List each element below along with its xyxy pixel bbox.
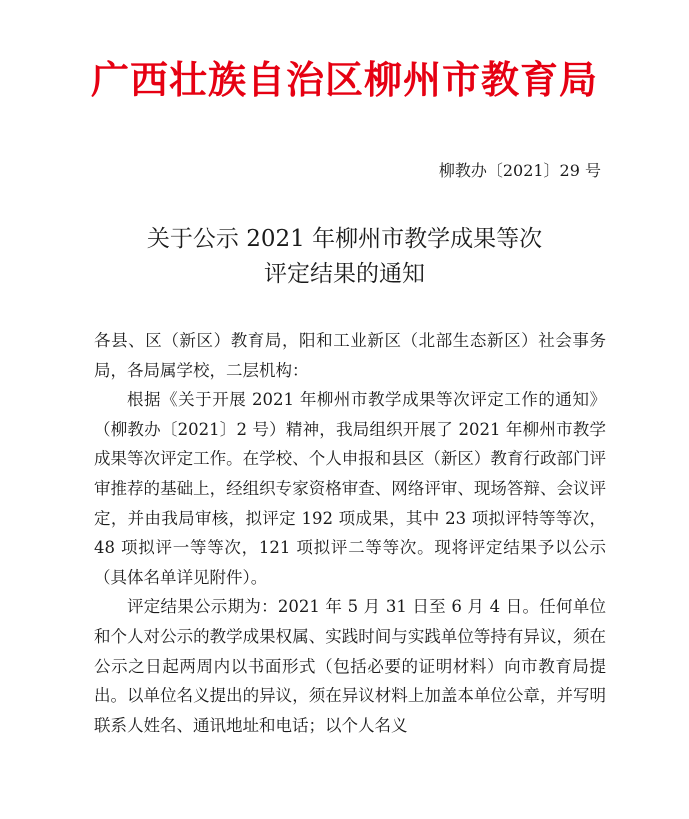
body-paragraph-2: 评定结果公示期为：2021 年 5 月 31 日至 6 月 4 日。任何单位和个人对公示的教学成果权属、实践时间与实践单位等持有异议，须在公示之日起两周内以书面形式（包括必要的证明材料）向市教育局提出。以单位名义提出的异议，须在异议材料上加盖本单位公章，并写明联系人姓名、通讯地址和电话；以个人名义 (94, 597, 606, 735)
notice-title-line-2: 评定结果的通知 (264, 261, 425, 287)
notice-body (94, 326, 606, 740)
notice-title (0, 222, 689, 292)
notice-title-line-1: 关于公示 2021 年柳州市教学成果等次 (146, 226, 543, 252)
agency-header-title: 广西壮族自治区柳州市教育局 (90, 58, 598, 102)
body-paragraph-1: 根据《关于开展 2021 年柳州市教学成果等次评定工作的通知》（柳教办〔2021〕2 号）精神，我局组织开展了 2021 年柳州市教学成果等次评定工作。在学校、个人申报和县区（新区）教育行政部门评审推荐的基础上，经组织专家资格审查、网络评审、现场答辩、会议评定，并由我局审核，拟评定 192 项成果，其中 23 项拟评特等等次，48 项拟评一等等次，121 项拟评二等等次。现将评定结果予以公示（具体名单详见附件）。 (94, 390, 606, 587)
document-number: 柳教办〔2021〕29 号 (438, 161, 601, 180)
salutation: 各县、区（新区）教育局，阳和工业新区（北部生态新区）社会事务局，各局属学校，二层机构： (94, 331, 606, 380)
